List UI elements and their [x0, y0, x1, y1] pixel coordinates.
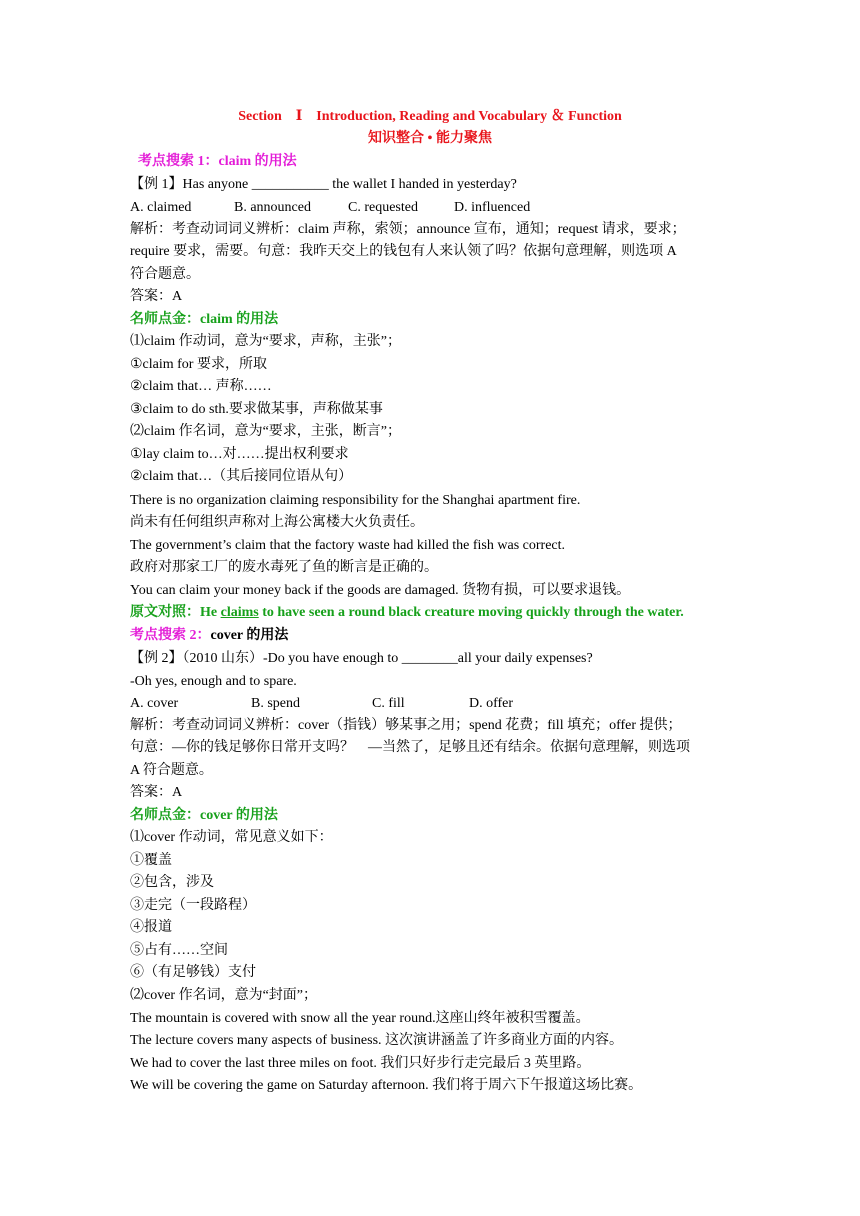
analysis2-line3: A 符合题意。	[130, 763, 213, 778]
option-a: A. cover	[130, 696, 179, 711]
section-subtitle: 知识整合 • 能力聚焦	[368, 131, 492, 146]
option-c: C. requested	[348, 200, 418, 215]
example-sentence: There is no organization claiming responsibility for the Shanghai apartment fire.	[130, 493, 581, 508]
tip1-line: ①lay claim to…对……提出权利要求	[130, 447, 349, 462]
tip1-line: ②claim that…（其后接同位语从句）	[130, 469, 353, 484]
example2-reply: -Oh yes, enough and to spare.	[130, 674, 297, 689]
original-text	[130, 602, 735, 625]
answer2: 答案：A	[130, 785, 183, 800]
section-title: Section Ⅰ Introduction, Reading and Vocabulary ＆ Function	[238, 109, 622, 124]
original-suffix: to have seen a round black creature moving quickly through the water.	[258, 605, 684, 620]
point2-heading-prefix: 考点搜索 2：	[130, 628, 211, 643]
tip2-line: ⑴cover 作动词，常见意义如下：	[130, 830, 333, 845]
option-d: D. offer	[469, 696, 514, 711]
example-sentence: The lecture covers many aspects of business. 这次演讲涵盖了许多商业方面的内容。	[130, 1033, 624, 1048]
example-sentence: The mountain is covered with snow all the year round.这座山终年被积雪覆盖。	[130, 1011, 590, 1026]
tip1-line: ②claim that… 声称……	[130, 379, 272, 394]
option-d: D. influenced	[454, 200, 531, 215]
tip2-heading: 名师点金：cover 的用法	[130, 808, 278, 823]
analysis2-line1: 解析：考查动词词义辨析：cover（指钱）够某事之用；spend 花费；fill 填充；offer 提供；	[130, 718, 682, 733]
tip2-line: ⑥（有足够钱）支付	[130, 965, 256, 980]
example2-options	[130, 693, 735, 716]
example-sentence: You can claim your money back if the goods are damaged. 货物有损，可以要求退钱。	[130, 583, 631, 598]
analysis2-line2: 句意：—你的钱足够你日常开支吗？ —当然了，足够且还有结余。依据句意理解，则选项	[130, 740, 690, 755]
tip2-line: ③走完（一段路程）	[130, 898, 256, 913]
tip2-line: ①覆盖	[130, 853, 172, 868]
tip2-line: ⑵cover 作名词，意为“封面”；	[130, 988, 318, 1003]
analysis1-line3: 符合题意。	[130, 267, 200, 282]
original-prefix: 原文对照：He	[130, 605, 221, 620]
tip2-line: ④报道	[130, 920, 172, 935]
answer1: 答案：A	[130, 289, 183, 304]
example-sentence: We had to cover the last three miles on foot. 我们只好步行走完最后 3 英里路。	[130, 1056, 591, 1071]
example1-options	[130, 197, 735, 220]
point2-heading-rest: cover 的用法	[210, 628, 289, 643]
example1-question: 【例 1】Has anyone ___________ the wallet I handed in yesterday?	[130, 177, 517, 192]
option-c: C. fill	[372, 696, 405, 711]
option-a: A. claimed	[130, 200, 192, 215]
tip2-line: ②包含，涉及	[130, 875, 214, 890]
original-word: claims	[220, 605, 259, 620]
example-translation: 政府对那家工厂的废水毒死了鱼的断言是正确的。	[130, 560, 438, 575]
example-sentence: The government’s claim that the factory waste had killed the fish was correct.	[130, 538, 566, 553]
tip1-line: ⑵claim 作名词，意为“要求，主张，断言”；	[130, 424, 402, 439]
option-b: B. spend	[251, 696, 300, 711]
tip1-line: ⑴claim 作动词，意为“要求，声称，主张”；	[130, 334, 402, 349]
tip1-heading: 名师点金：claim 的用法	[130, 312, 279, 327]
example-sentence: We will be covering the game on Saturday afternoon. 我们将于周六下午报道这场比赛。	[130, 1078, 643, 1093]
tip1-line: ③claim to do sth.要求做某事，声称做某事	[130, 402, 383, 417]
point2-heading	[130, 625, 735, 648]
point1-heading: 考点搜索 1：claim 的用法	[138, 154, 297, 169]
example-translation: 尚未有任何组织声称对上海公寓楼大火负责任。	[130, 515, 424, 530]
analysis1-line1: 解析：考查动词词义辨析：claim 声称，索领；announce 宣布，通知；request 请求，要求；	[130, 222, 686, 237]
example2-question: 【例 2】（2010 山东）-Do you have enough to ________all your daily expenses?	[130, 651, 593, 666]
analysis1-line2: require 要求，需要。句意：我昨天交上的钱包有人来认领了吗？依据句意理解，则选项 A	[130, 244, 677, 259]
option-b: B. announced	[234, 200, 311, 215]
tip1-line: ①claim for 要求，所取	[130, 357, 267, 372]
tip2-line: ⑤占有……空间	[130, 943, 228, 958]
